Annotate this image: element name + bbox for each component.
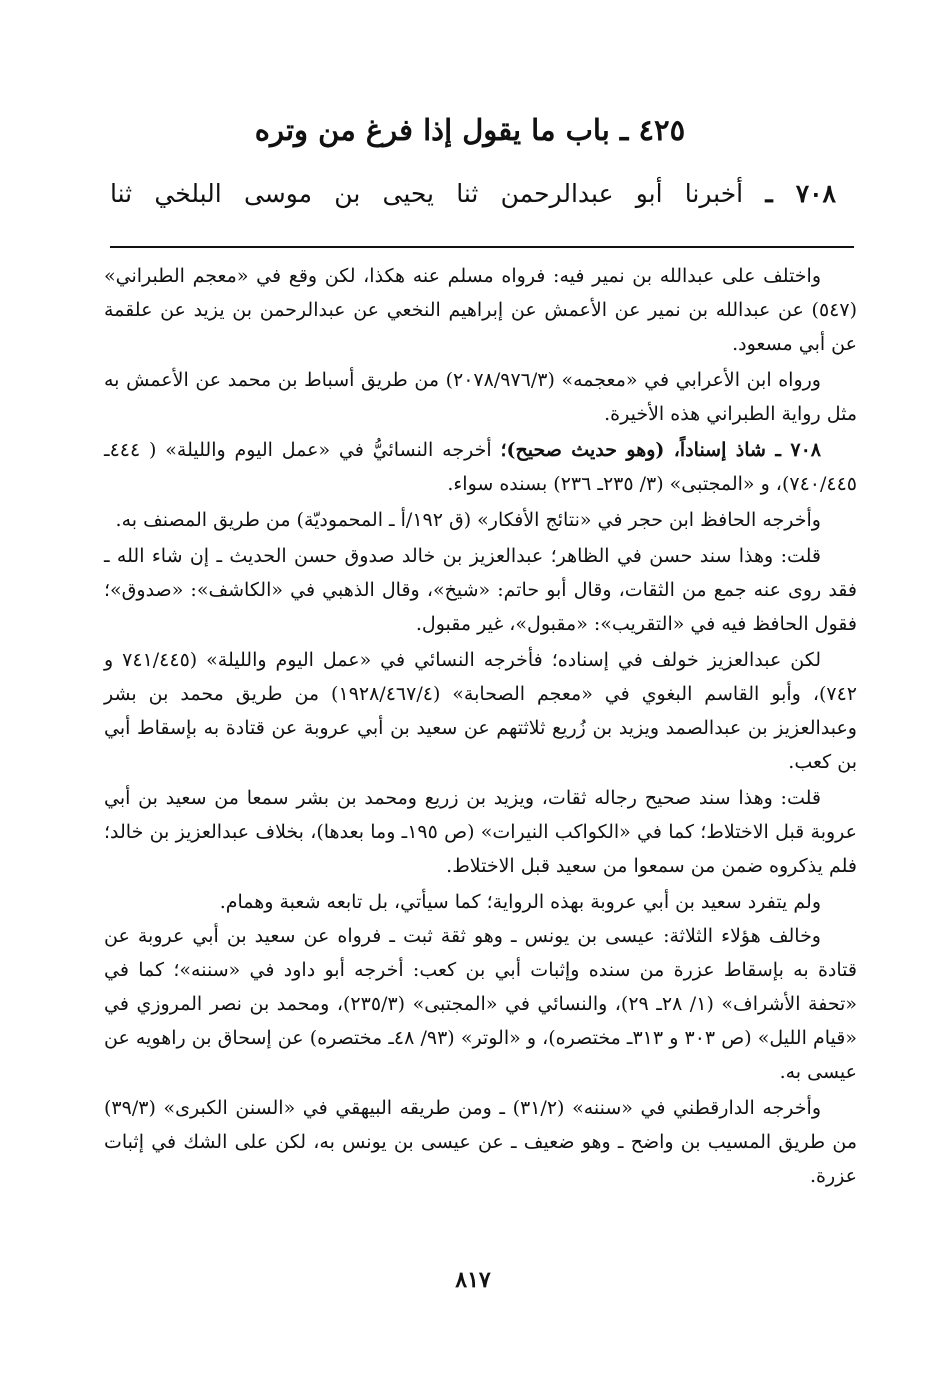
- footnote-text: أخرجه النسائيُّ في «عمل اليوم والليلة» ( ٤٤٤ـ ٧٤٠/٤٤٥)، و «المجتبى» (٣/ ٢٣٥ـ ٢٣٦) بسنده سواء.: [104, 439, 857, 495]
- footnote-paragraph: وأخرجه الدارقطني في «سننه» (٣١/٢) ـ ومن طريقه البيهقي في «السنن الكبرى» (٣٩/٣) من طريق المسيب بن واضح ـ وهو ضعيف ـ عن عيسى بن يونس به، لكن على الشك في إثبات عزرة.: [104, 1097, 857, 1187]
- footnote-paragraph: وأخرجه الحافظ ابن حجر في «نتائج الأفكار» (ق ١٩٢/أ ـ المحموديّة) من طريق المصنف به.: [115, 509, 821, 531]
- hadith-chain: أخبرنا أبو عبدالرحمن ثنا يحيى بن موسى البلخي ثنا: [110, 179, 744, 208]
- chapter-title: ٤٢٥ ـ باب ما يقول إذا فرغ من وتره: [254, 113, 686, 147]
- footnote-paragraph: لكن عبدالعزيز خولف في إسناده؛ فأخرجه النسائي في «عمل اليوم والليلة» (٧٤١/٤٤٥ و ٧٤٢)، وأبو القاسم البغوي في «معجم الصحابة» (١٩٢٨/٤٦٧/٤) من طريق محمد بن بشر وعبدالعزيز بن عبدالصمد ويزيد بن زُريع ثلاثتهم عن سعيد بن أبي عروبة عن قتادة به بإسقاط أبي بن كعب.: [104, 649, 857, 773]
- page-number: ٨١٧: [455, 1267, 491, 1293]
- footnotes: [104, 259, 857, 1193]
- footnote-paragraph: وخالف هؤلاء الثلاثة: عيسى بن يونس ـ وهو ثقة ثبت ـ فرواه عن سعيد بن أبي عروبة عن قتادة به بإسقاط عزرة من سنده وإثبات أبي بن كعب: أخرجه أبو داود في «سننه»؛ كما في «تحفة الأشراف» (١/ ٢٨ـ ٢٩)، والنسائي في «المجتبى» (٢٣٥/٣)، ومحمد بن نصر المروزي في «قيام الليل» (ص ٣٠٣ و ٣١٣ـ مختصره)، و «الوتر» (٩٣/ ٤٨ـ مختصره) عن إسحاق بن راهويه عن عيسى به.: [104, 925, 857, 1083]
- footnote-paragraph: واختلف على عبدالله بن نمير فيه: فرواه مسلم عنه هكذا، لكن وقع في «معجم الطبراني» (٥٤٧) عن عبدالله بن نمير عن الأعمش عن إبراهيم النخعي عن عبدالرحمن بن يزيد عن علقمة عن أبي مسعود.: [104, 265, 857, 355]
- hadith-number: ٧٠٨ ـ: [765, 179, 836, 208]
- footnote-paragraph: [104, 433, 857, 501]
- footnote-divider: [110, 246, 854, 248]
- footnote-paragraph: قلت: وهذا سند صحيح رجاله ثقات، ويزيد بن زريع ومحمد بن بشر سمعا من سعيد بن أبي عروبة قبل الاختلاط؛ كما في «الكواكب النيرات» (ص ١٩٥ـ وما بعدها)، بخلاف عبدالعزيز بن خالد؛ فلم يذكروه ضمن من سمعوا من سعيد قبل الاختلاط.: [104, 787, 857, 877]
- hadith-text: [110, 172, 836, 216]
- footnote-paragraph: قلت: وهذا سند حسن في الظاهر؛ عبدالعزيز بن خالد صدوق حسن الحديث ـ إن شاء الله ـ فقد روى عنه جمع من الثقات، وقال أبو حاتم: «شيخ»، وقال الذهبي في «الكاشف»: «صدوق»؛ فقول الحافظ فيه في «التقريب»: «مقبول»، غير مقبول.: [104, 545, 857, 635]
- footnote-paragraph: ولم يتفرد سعيد بن أبي عروبة بهذه الرواية؛ كما سيأتي، بل تابعه شعبة وهمام.: [219, 891, 821, 913]
- footnote-paragraph: ورواه ابن الأعرابي في «معجمه» (٢٠٧٨/٩٧٦/٣) من طريق أسباط بن محمد عن الأعمش به مثل رواية الطبراني هذه الأخيرة.: [104, 369, 857, 425]
- hadith-grade: ٧٠٨ ـ شاذ إسناداً، (وهو حديث صحيح)؛: [500, 439, 821, 461]
